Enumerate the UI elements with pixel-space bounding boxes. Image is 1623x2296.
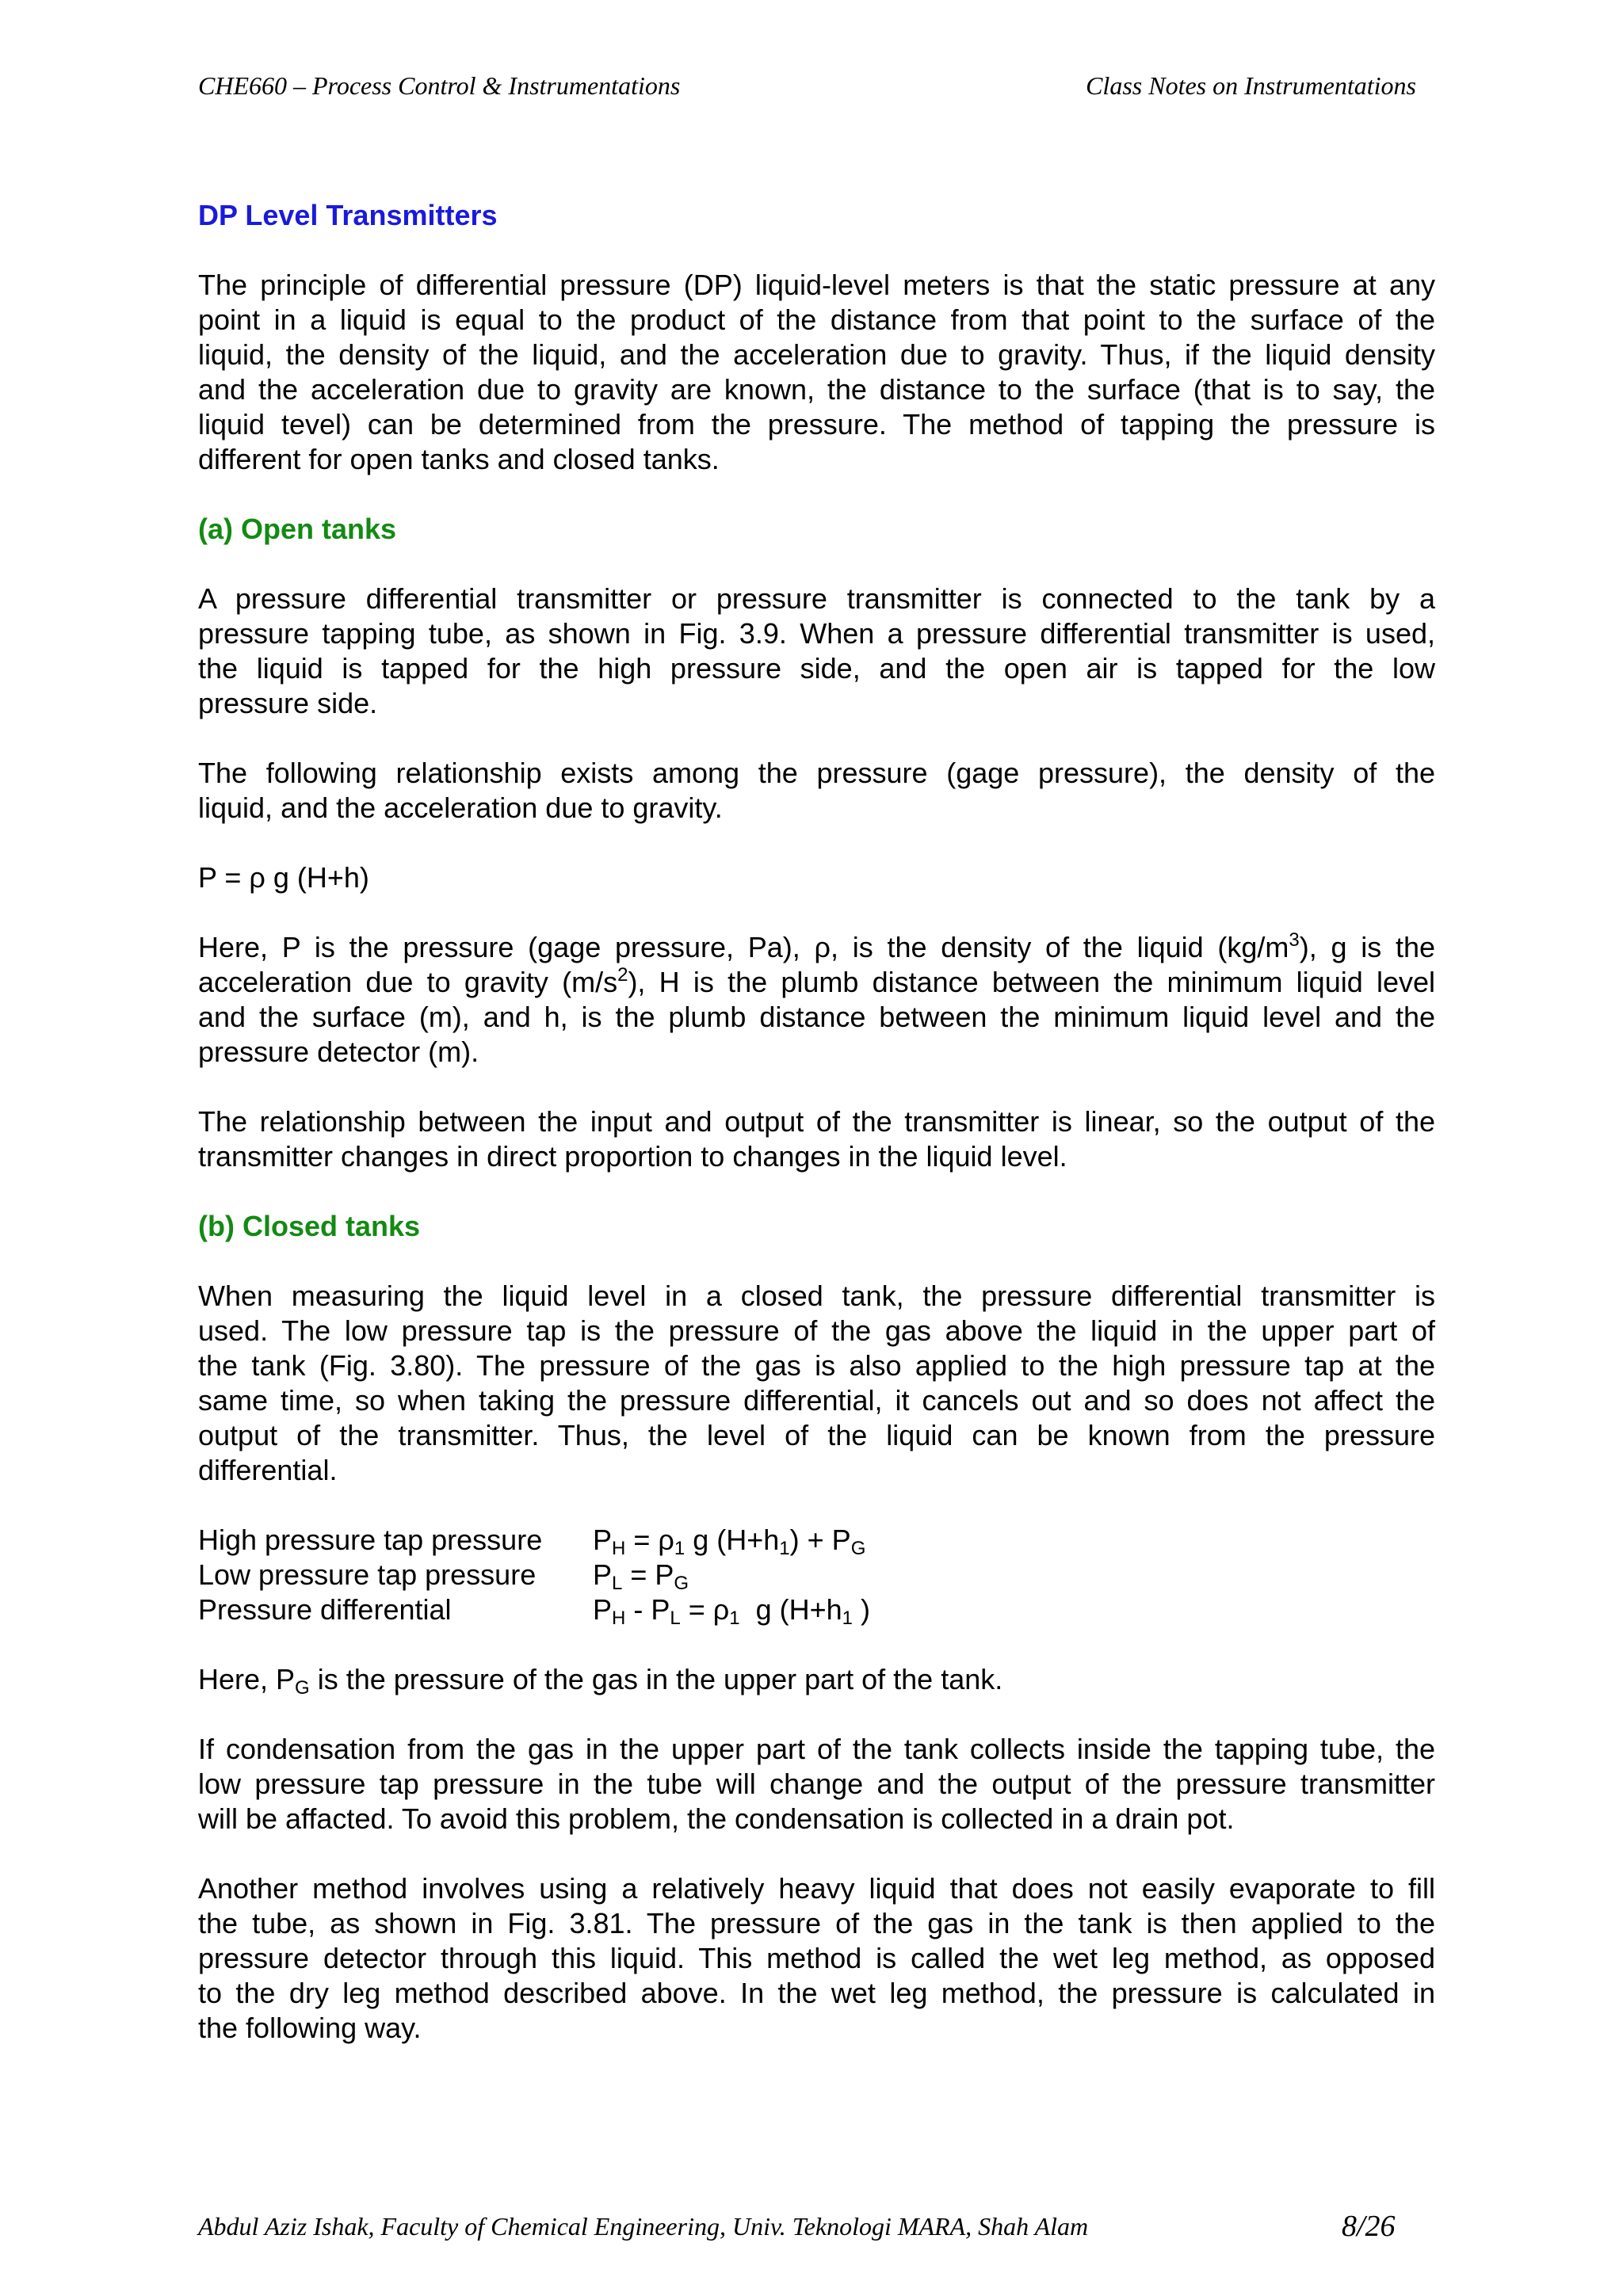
subscript: G bbox=[850, 1538, 866, 1559]
text-line: output of the transmitter. Thus, the level of the liquid can be known from the pressure bbox=[198, 1419, 1435, 1451]
text-line bbox=[198, 930, 1435, 965]
open-tank-equation: P = ρ g (H+h) bbox=[198, 861, 369, 894]
text-line: to the dry leg method described above. In the wet leg method, the pressure is calculated in bbox=[198, 1977, 1435, 2009]
text-line: will be affacted. To avoid this problem, the condensation is collected in a drain pot. bbox=[198, 1802, 1235, 1835]
equation-pressure-differential bbox=[198, 1592, 1435, 1627]
text-line: A pressure differential transmitter or pressure transmitter is connected to the tank by a bbox=[198, 582, 1435, 615]
text-line: If condensation from the gas in the upper part of the tank collects inside the tapping tube, the bbox=[198, 1733, 1435, 1765]
text-span: ), g is the bbox=[1299, 931, 1436, 963]
intro-line: The principle of differential pressure (DP) liquid-level meters is that the static pressure at any bbox=[198, 269, 1435, 301]
text-line: the following way. bbox=[198, 2012, 422, 2044]
text-line: Another method involves using a relatively heavy liquid that does not easily evaporate to fill bbox=[198, 1872, 1435, 1905]
equation-label: Low pressure tap pressure bbox=[198, 1558, 537, 1591]
subscript: L bbox=[612, 1573, 623, 1594]
superscript: 3 bbox=[1289, 929, 1300, 951]
subscript: 1 bbox=[842, 1608, 854, 1629]
open-tanks-heading: (a) Open tanks bbox=[198, 513, 397, 545]
symbol: P bbox=[593, 1593, 613, 1626]
symbol: - P bbox=[625, 1593, 670, 1626]
header-course-title: CHE660 – Process Control & Instrumentations bbox=[198, 71, 681, 100]
text-line: pressure side. bbox=[198, 687, 378, 719]
text-span: acceleration due to gravity (m/s bbox=[198, 966, 618, 998]
text-line: liquid, and the acceleration due to gravity. bbox=[198, 791, 723, 824]
symbol: g (H+h bbox=[685, 1524, 780, 1556]
equation-label: Pressure differential bbox=[198, 1593, 452, 1626]
text-line: When measuring the liquid level in a closed tank, the pressure differential transmitter is bbox=[198, 1280, 1435, 1312]
text-span: Here, P is the pressure (gage pressure, Pa), ρ, is the density of the liquid (kg/m bbox=[198, 931, 1289, 963]
intro-line: liquid tevel) can be determined from the pressure. The method of tapping the pressure is bbox=[198, 408, 1435, 441]
text-line: pressure tapping tube, as shown in Fig. 3.9. When a pressure differential transmitter is used, bbox=[198, 617, 1435, 650]
text-line: The relationship between the input and output of the transmitter is linear, so the output of the bbox=[198, 1105, 1435, 1138]
text-line: the tank (Fig. 3.80). The pressure of the gas is also applied to the high pressure tap at the bbox=[198, 1349, 1435, 1382]
subscript: G bbox=[674, 1573, 689, 1594]
text-span: ), H is the plumb distance between the minimum liquid level bbox=[628, 966, 1435, 998]
subscript: L bbox=[670, 1608, 681, 1629]
equation-value bbox=[593, 1592, 870, 1627]
equation-high-pressure bbox=[198, 1523, 1435, 1558]
superscript: 2 bbox=[617, 964, 628, 986]
text-line: pressure detector (m). bbox=[198, 1035, 479, 1068]
text-line: pressure detector through this liquid. This method is called the wet leg method, as opposed bbox=[198, 1942, 1435, 1974]
text-line: same time, so when taking the pressure differential, it cancels out and so does not affect the bbox=[198, 1384, 1435, 1417]
footer-author: Abdul Aziz Ishak, Faculty of Chemical Engineering, Univ. Teknologi MARA, Shah Alam bbox=[198, 2212, 1089, 2241]
subscript: G bbox=[295, 1677, 310, 1699]
subscript: 1 bbox=[729, 1608, 740, 1629]
text-line: the liquid is tapped for the high pressure side, and the open air is tapped for the low bbox=[198, 652, 1435, 685]
intro-line: different for open tanks and closed tanks. bbox=[198, 443, 720, 475]
text-line: low pressure tap pressure in the tube will change and the output of the pressure transmitter bbox=[198, 1768, 1435, 1800]
subscript: H bbox=[612, 1608, 626, 1629]
symbol: g (H+h bbox=[739, 1593, 842, 1626]
text-line: and the surface (m), and h, is the plumb distance between the minimum liquid level and the bbox=[198, 1001, 1435, 1033]
symbol: ρ bbox=[658, 1524, 674, 1556]
text-line: The following relationship exists among the pressure (gage pressure), the density of the bbox=[198, 757, 1435, 789]
intro-line: liquid, the density of the liquid, and the acceleration due to gravity. Thus, if the liquid density bbox=[198, 338, 1435, 371]
equation-low-pressure bbox=[198, 1558, 1435, 1592]
text-line bbox=[198, 965, 1435, 1000]
header-notes-title: Class Notes on Instrumentations bbox=[1086, 71, 1416, 100]
symbol: ) bbox=[853, 1593, 871, 1626]
symbol: = bbox=[625, 1524, 659, 1556]
text-span: Here, P bbox=[198, 1663, 296, 1695]
symbol: ρ bbox=[712, 1593, 730, 1626]
text-line: differential. bbox=[198, 1454, 338, 1486]
symbol: P bbox=[593, 1558, 613, 1591]
symbol: ) + P bbox=[789, 1524, 851, 1556]
equation-label: High pressure tap pressure bbox=[198, 1524, 543, 1556]
intro-line: point in a liquid is equal to the product of the distance from that point to the surface of the bbox=[198, 303, 1435, 336]
symbol: = bbox=[680, 1593, 713, 1626]
text-line: transmitter changes in direct proportion to changes in the liquid level. bbox=[198, 1140, 1067, 1173]
text-span: is the pressure of the gas in the upper part of the tank. bbox=[309, 1663, 1003, 1695]
equation-value bbox=[593, 1523, 865, 1558]
gas-pressure-definition bbox=[198, 1662, 1435, 1697]
text-line: used. The low pressure tap is the pressure of the gas above the liquid in the upper part of bbox=[198, 1314, 1435, 1347]
closed-tanks-heading: (b) Closed tanks bbox=[198, 1210, 421, 1242]
intro-line: and the acceleration due to gravity are known, the distance to the surface (that is to say, the bbox=[198, 373, 1435, 406]
equation-value bbox=[593, 1558, 689, 1592]
page-number: 8/26 bbox=[1342, 2210, 1396, 2243]
text-line: the tube, as shown in Fig. 3.81. The pressure of the gas in the tank is then applied to the bbox=[198, 1907, 1435, 1939]
symbol: = P bbox=[622, 1558, 674, 1591]
symbol: P bbox=[593, 1524, 613, 1556]
subscript: 1 bbox=[674, 1538, 685, 1559]
section-title: DP Level Transmitters bbox=[198, 199, 498, 231]
subscript: H bbox=[612, 1538, 626, 1559]
subscript: 1 bbox=[779, 1538, 790, 1559]
